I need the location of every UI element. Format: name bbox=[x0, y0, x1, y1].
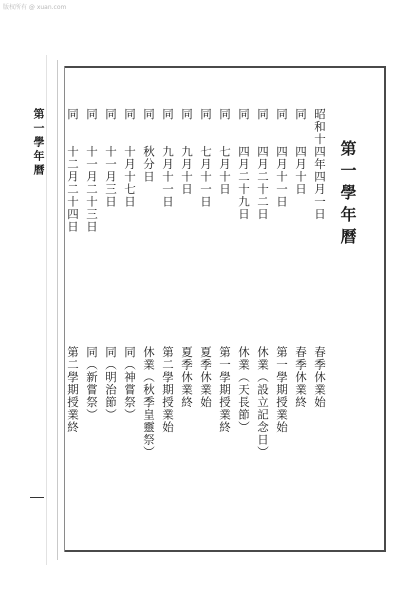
frame-right-rule bbox=[384, 66, 386, 552]
entry-event: 同（明治節） bbox=[104, 346, 118, 421]
gutter-line bbox=[46, 55, 47, 565]
entry-event: 春季休業終 bbox=[294, 346, 308, 409]
frame-top-rule bbox=[64, 66, 386, 68]
watermark: 版权所有 @ xuan.com bbox=[3, 4, 67, 11]
entry-date: 同 十月十七日 bbox=[123, 108, 137, 208]
entry-date: 同 九月十一日 bbox=[161, 108, 175, 208]
entry-date: 昭和十四年四月一日 bbox=[313, 108, 327, 221]
entry-date: 同 十二月二十四日 bbox=[66, 108, 80, 233]
entry-event: 第二學期授業始 bbox=[161, 346, 175, 434]
running-head: 第一學年曆 bbox=[32, 108, 45, 178]
entry-event: 夏季休業始 bbox=[199, 346, 213, 409]
entry-event: 第一學期授業終 bbox=[218, 346, 232, 434]
entry-date: 同 九月十日 bbox=[180, 108, 194, 196]
entry-event: 同（新嘗祭） bbox=[85, 346, 99, 421]
entry-event: 第二學期授業終 bbox=[66, 346, 80, 434]
entry-event: 同（神嘗祭） bbox=[123, 346, 137, 421]
frame-bottom-rule bbox=[64, 550, 386, 552]
entry-date: 同 四月二十九日 bbox=[237, 108, 251, 221]
entry-date: 同 十一月二十三日 bbox=[85, 108, 99, 233]
entry-date: 同 秋分日 bbox=[142, 108, 156, 183]
entry-date: 同 七月十日 bbox=[218, 108, 232, 196]
page-mark bbox=[30, 497, 44, 498]
page-title: 第一學年曆 bbox=[338, 140, 357, 250]
entry-event: 休業（秋季皇靈祭） bbox=[142, 346, 156, 459]
entry-date: 同 四月十一日 bbox=[275, 108, 289, 208]
entry-date: 同 七月十一日 bbox=[199, 108, 213, 208]
entry-date: 同 四月二十二日 bbox=[256, 108, 270, 221]
gutter-line bbox=[57, 60, 58, 560]
entry-event: 夏季休業終 bbox=[180, 346, 194, 409]
entry-date: 同 四月十日 bbox=[294, 108, 308, 196]
entry-date: 同 十一月三日 bbox=[104, 108, 118, 208]
entry-event: 休業（天長節） bbox=[237, 346, 251, 434]
entry-event: 第一學期授業始 bbox=[275, 346, 289, 434]
entry-event: 休業（設立記念日） bbox=[256, 346, 270, 459]
entry-event: 春季休業始 bbox=[313, 346, 327, 409]
